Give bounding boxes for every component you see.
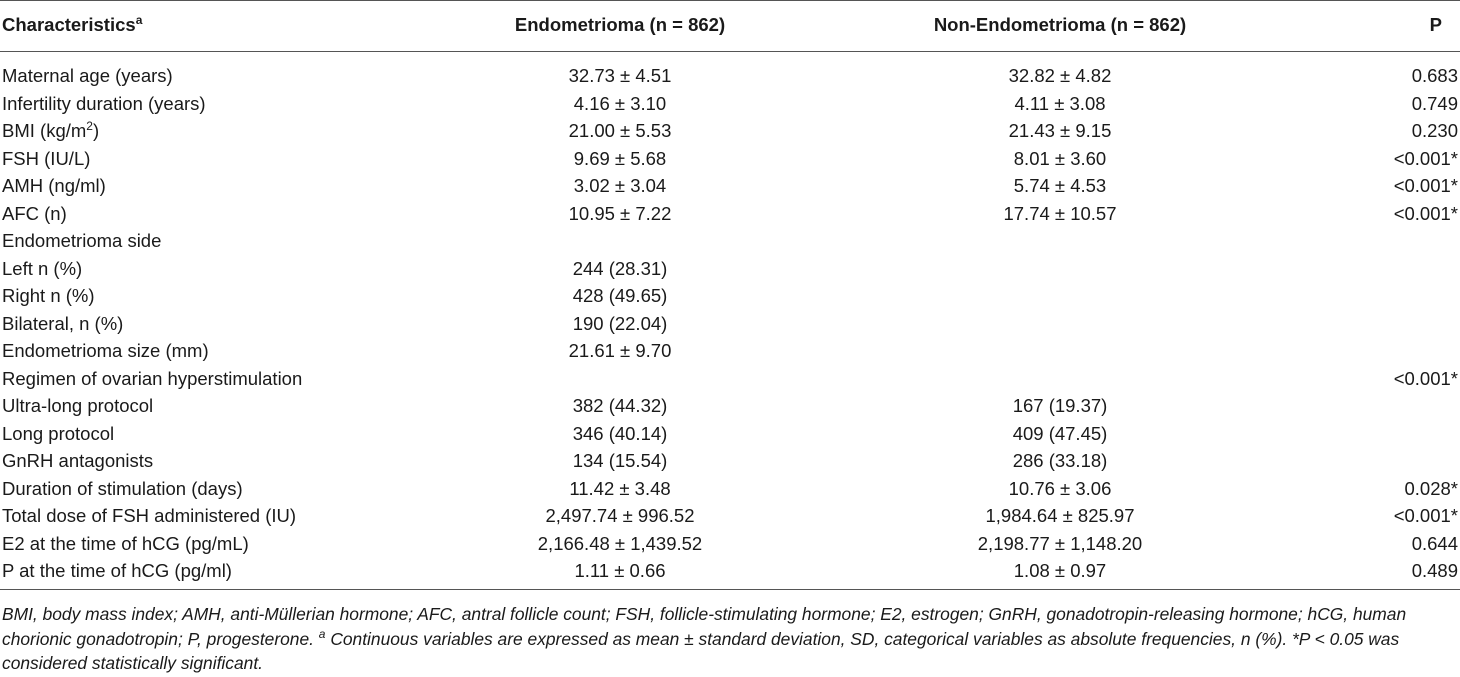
table-row <box>0 172 1460 200</box>
table-row <box>0 145 1460 173</box>
endometrioma-value: 4.16 ± 3.10 <box>573 92 667 114</box>
table-row <box>0 90 1460 118</box>
table-row <box>0 365 1460 393</box>
table-header-rule <box>0 51 1460 52</box>
header-superscript-a: a <box>135 12 143 27</box>
non-endometrioma-value: 286 (33.18) <box>1012 450 1108 471</box>
table-row <box>0 447 1460 475</box>
row-label: Right n (%) <box>2 285 95 306</box>
row-label: FSH (IU/L) <box>2 147 91 169</box>
non-endometrioma-value: 1,984.64 ± 825.97 <box>985 505 1135 526</box>
row-label: Long protocol <box>2 422 115 444</box>
table-row <box>0 227 1460 255</box>
table-row <box>0 255 1460 283</box>
non-endometrioma-value: 4.11 ± 3.08 <box>1014 92 1106 114</box>
endometrioma-value: 190 (22.04) <box>572 312 668 334</box>
table-header-row <box>0 10 1460 40</box>
non-endometrioma-value: 2,198.77 ± 1,148.20 <box>977 532 1143 554</box>
non-endometrioma-value: 1.08 ± 0.97 <box>1013 560 1107 581</box>
row-label: E2 at the time of hCG (pg/mL) <box>2 532 249 554</box>
endometrioma-value: 382 (44.32) <box>572 395 668 416</box>
endometrioma-value: 134 (15.54) <box>572 450 668 471</box>
row-label: Bilateral, n (%) <box>2 312 124 334</box>
row-label: Ultra-long protocol <box>2 395 154 416</box>
p-value: <0.001* <box>1393 367 1458 389</box>
table-bottom-rule <box>0 589 1460 590</box>
non-endometrioma-value: 32.82 ± 4.82 <box>1008 65 1112 86</box>
p-value: 0.683 <box>1411 65 1458 86</box>
p-value: 0.230 <box>1411 120 1458 141</box>
table-row <box>0 62 1460 90</box>
endometrioma-value: 346 (40.14) <box>572 422 668 444</box>
row-label: Left n (%) <box>2 257 83 279</box>
non-endometrioma-value: 17.74 ± 10.57 <box>1003 202 1117 224</box>
row-label: Infertility duration (years) <box>2 92 206 114</box>
row-label: GnRH antagonists <box>2 450 154 471</box>
endometrioma-value: 9.69 ± 5.68 <box>573 147 667 169</box>
table-row <box>0 530 1460 558</box>
endometrioma-value: 2,497.74 ± 996.52 <box>545 505 695 526</box>
endometrioma-value: 10.95 ± 7.22 <box>568 202 672 224</box>
non-endometrioma-value: 10.76 ± 3.06 <box>1008 477 1112 499</box>
table-row <box>0 475 1460 503</box>
non-endometrioma-value: 5.74 ± 4.53 <box>1013 175 1107 196</box>
row-label: Maternal age (years) <box>2 65 173 86</box>
row-label: BMI $(kg/m^2)$ <box>2 118 100 141</box>
row-label: AMH (ng/ml) <box>2 175 106 196</box>
table-row <box>0 392 1460 420</box>
label-superscript: 2 <box>86 118 93 133</box>
p-value: <0.001* <box>1393 175 1458 196</box>
table-row <box>0 310 1460 338</box>
non-endometrioma-value: 409 (47.45) <box>1012 422 1108 444</box>
endometrioma-value: 1.11 ± 0.66 <box>574 560 666 581</box>
table-row <box>0 557 1460 585</box>
endometrioma-value: 2,166.48 ± 1,439.52 <box>537 532 703 554</box>
row-label: AFC (n) <box>2 202 67 224</box>
header-characteristics: Characteristics$^a$ <box>2 12 143 35</box>
endometrioma-value: 21.61 ± 9.70 <box>568 340 672 361</box>
endometrioma-value: 428 (49.65) <box>572 285 668 306</box>
header-p-value: P <box>1429 14 1442 35</box>
table-row <box>0 282 1460 310</box>
p-value: 0.749 <box>1411 92 1458 114</box>
row-label: P at the time of hCG (pg/ml) <box>2 560 232 581</box>
table-row <box>0 200 1460 228</box>
table-footnote: BMI, body mass index; AMH, anti-Müllerian hormone; AFC, antral follicle count; FSH, follicle-stimulating hormone; E2, estrogen; GnRH, gonadotropin-releasing hormone; hCG, human chorionic gonadotropin; P, progesterone. $^a$ Continuous variables are expressed as mean ± standard deviation, SD, categorical variables as absolute frequencies, n (%). *P < 0.05 was considered statistically significant. <box>2 604 1407 673</box>
endometrioma-value: 32.73 ± 4.51 <box>568 65 672 86</box>
p-value: 0.028* <box>1404 477 1458 499</box>
row-label: Endometrioma size (mm) <box>2 340 209 361</box>
row-label: Regimen of ovarian hyperstimulation <box>2 367 303 389</box>
endometrioma-value: 11.42 ± 3.48 <box>569 477 671 499</box>
p-value: <0.001* <box>1393 202 1458 224</box>
row-label: Total dose of FSH administered (IU) <box>2 505 297 526</box>
table-row <box>0 420 1460 448</box>
p-value: 0.644 <box>1411 532 1458 554</box>
footnote-superscript-a: a <box>318 626 326 641</box>
p-value: <0.001* <box>1393 505 1458 526</box>
endometrioma-value: 21.00 ± 5.53 <box>568 120 672 141</box>
header-endometrioma: Endometrioma (n = 862) <box>514 14 726 35</box>
table-row <box>0 117 1460 145</box>
table-top-rule <box>0 0 1460 1</box>
non-endometrioma-value: 21.43 ± 9.15 <box>1008 120 1112 141</box>
p-value: 0.489 <box>1411 560 1458 581</box>
row-label: Duration of stimulation (days) <box>2 477 243 499</box>
non-endometrioma-value: 8.01 ± 3.60 <box>1013 147 1107 169</box>
row-label: Endometrioma side <box>2 230 162 251</box>
endometrioma-value: 3.02 ± 3.04 <box>573 175 667 196</box>
table-row <box>0 502 1460 530</box>
p-value: <0.001* <box>1393 147 1458 169</box>
table-row <box>0 337 1460 365</box>
endometrioma-value: 244 (28.31) <box>572 257 668 279</box>
header-non-endometrioma: Non-Endometrioma (n = 862) <box>933 14 1187 35</box>
non-endometrioma-value: 167 (19.37) <box>1012 395 1108 416</box>
